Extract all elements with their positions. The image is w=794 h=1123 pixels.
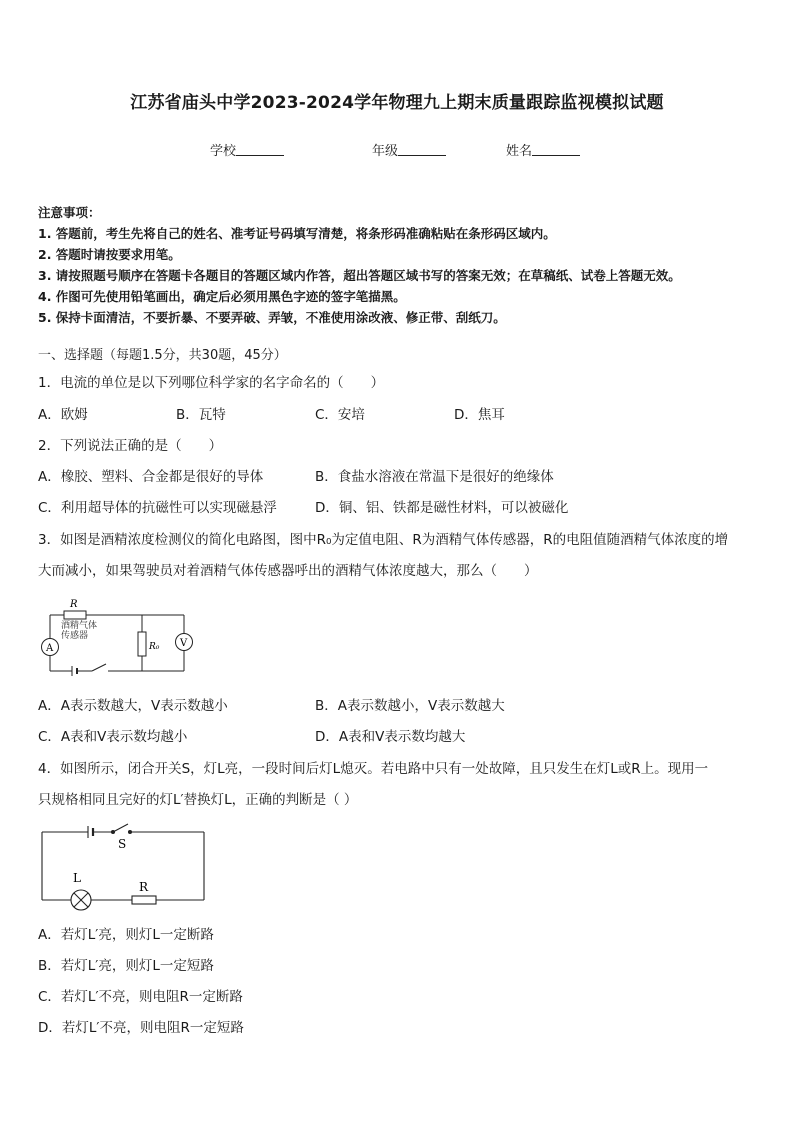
school-blank[interactable]: [236, 143, 284, 156]
grade-field[interactable]: [372, 140, 446, 159]
school-label: 学校: [210, 144, 237, 159]
q4-option-c[interactable]: C．若灯L′不亮，则电阻R一定断路: [38, 989, 243, 1005]
sensor-resistor: [64, 611, 86, 619]
q4-option-a[interactable]: A．若灯L′亮，则灯L一定断路: [38, 927, 214, 943]
q4-stem-line2: 只规格相同且完好的灯L′替换灯L，正确的判断是（ ）: [38, 792, 358, 808]
notes-section: [38, 202, 768, 328]
fig-ammeter-label: A: [46, 643, 54, 654]
q4-stem-line1: 4．如图所示，闭合开关S，灯L亮，一段时间后灯L熄灭。若电路中只有一处故障，且只发生在灯L或R上。现用一: [38, 761, 709, 777]
note-item: 5. 保持卡面清洁，不要折暴、不要弄破、弄皱，不准使用涂改液、修正带、刮纸刀。: [38, 310, 506, 325]
q4-circuit-diagram: [38, 818, 210, 914]
q3-circuit-diagram: [36, 594, 196, 680]
fig-sensor-label1: 酒精气体: [61, 621, 98, 631]
q3-option-d[interactable]: D．A表和V表示数均越大: [315, 729, 466, 745]
grade-label: 年级: [372, 144, 399, 159]
name-field[interactable]: [506, 140, 580, 159]
q1-option-b[interactable]: B．瓦特: [176, 407, 226, 423]
note-item: 1. 答题前，考生先将自己的姓名、准考证号码填写清楚，将条形码准确粘贴在条形码区域内。: [38, 226, 556, 241]
note-item: 2. 答题时请按要求用笔。: [38, 247, 181, 262]
fig-voltmeter-label: V: [180, 638, 188, 649]
note-item: 4. 作图可先使用铅笔画出，确定后必须用黑色字迹的签字笔描黑。: [38, 289, 406, 304]
q3-stem-line1: 3．如图是酒精浓度检测仪的简化电路图，图中R₀为定值电阻、R为酒精气体传感器，R的电阻值随酒精气体浓度的增: [38, 532, 729, 548]
fig-s-label: S: [118, 837, 127, 851]
fig-r-label: R: [70, 599, 78, 610]
q1-stem: 1．电流的单位是以下列哪位科学家的名字命名的（ ）: [38, 375, 385, 391]
q4-option-b[interactable]: B．若灯L′亮，则灯L一定短路: [38, 958, 214, 974]
q2-option-b[interactable]: B．食盐水溶液在常温下是很好的绝缘体: [315, 469, 554, 485]
school-field[interactable]: [210, 140, 284, 159]
q1-option-d[interactable]: D．焦耳: [454, 407, 505, 423]
q2-option-a[interactable]: A．橡胶、塑料、合金都是很好的导体: [38, 469, 264, 485]
switch-s-icon: [113, 824, 128, 832]
page-title: 江苏省庙头中学2023-2024学年物理九上期末质量跟踪监视模拟试题: [130, 93, 664, 113]
q3-stem-line2: 大而减小，如果驾驶员对着酒精气体传感器呼出的酒精气体浓度越大，那么（ ）: [38, 563, 538, 579]
resistor-r-icon: [132, 896, 156, 904]
fig-l-label: L: [73, 871, 81, 885]
q1-option-a[interactable]: A．欧姆: [38, 407, 88, 423]
switch-icon: [92, 664, 106, 671]
q1-option-c[interactable]: C．安培: [315, 407, 365, 423]
grade-blank[interactable]: [398, 143, 446, 156]
q2-option-d[interactable]: D．铜、铝、铁都是磁性材料，可以被磁化: [315, 500, 569, 516]
q3-option-c[interactable]: C．A表和V表示数均越小: [38, 729, 188, 745]
section-heading: 一、选择题（每题1.5分，共30题，45分）: [38, 348, 287, 363]
q3-option-b[interactable]: B．A表示数越小，V表示数越大: [315, 698, 505, 714]
fig-r-label: R: [139, 880, 149, 894]
q2-stem: 2．下列说法正确的是（ ）: [38, 438, 223, 454]
name-blank[interactable]: [532, 143, 580, 156]
note-item: 3. 请按照题号顺序在答题卡各题目的答题区域内作答，超出答题区域书写的答案无效；在草稿纸、试卷上答题无效。: [38, 268, 681, 283]
notes-heading: 注意事项：: [38, 205, 101, 220]
fig-r0-label: R₀: [149, 642, 160, 652]
q2-option-c[interactable]: C．利用超导体的抗磁性可以实现磁悬浮: [38, 500, 277, 516]
q3-option-a[interactable]: A．A表示数越大，V表示数越小: [38, 698, 228, 714]
name-label: 姓名: [506, 144, 533, 159]
q4-option-d[interactable]: D．若灯L′不亮，则电阻R一定短路: [38, 1020, 244, 1036]
r0-resistor: [138, 632, 146, 656]
fig-sensor-label2: 传感器: [61, 631, 89, 641]
